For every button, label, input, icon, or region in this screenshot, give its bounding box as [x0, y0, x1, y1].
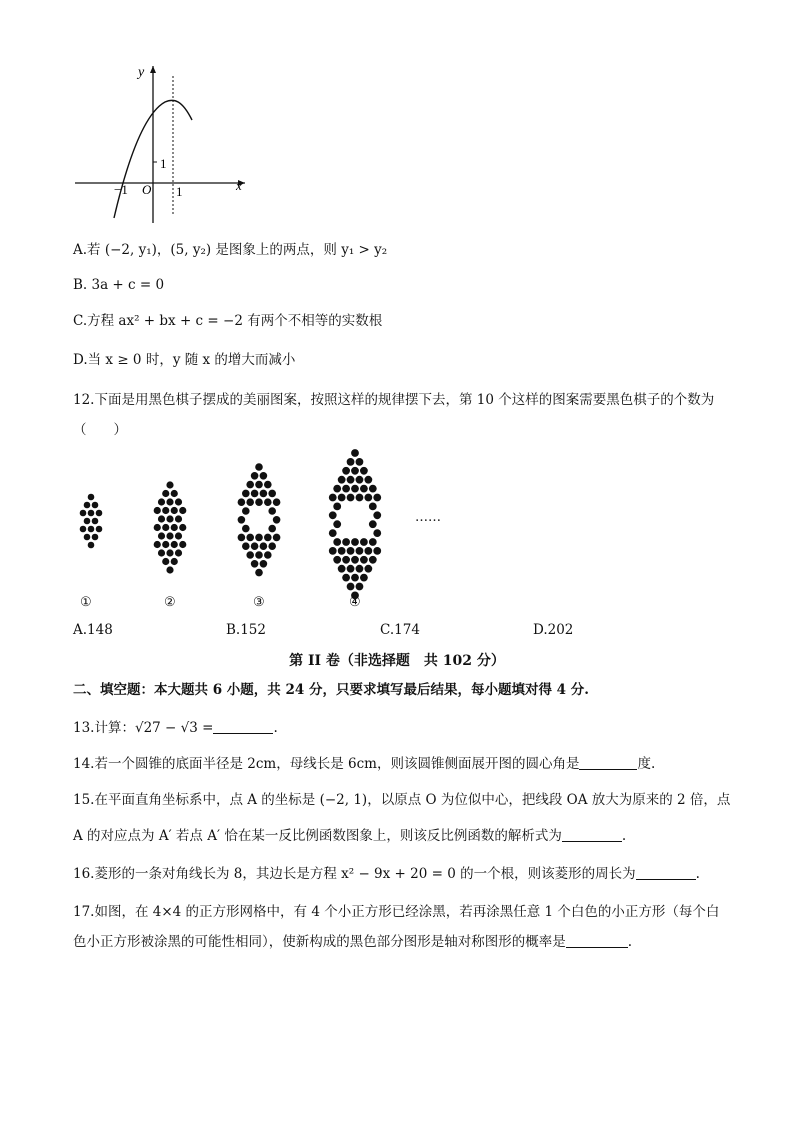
pattern-4-piece: [360, 538, 368, 546]
pattern-4-piece: [369, 520, 377, 528]
pattern-1-piece: [88, 494, 95, 501]
pattern-3-piece: [242, 490, 250, 498]
q13-end: .: [273, 720, 278, 736]
q13-text: 13.计算：√27 − √3 =: [73, 720, 214, 736]
pattern-3-piece: [255, 551, 263, 559]
figure-label-3: ③: [253, 595, 265, 610]
pattern-3-piece: [251, 472, 259, 480]
pattern-4-piece: [333, 503, 341, 511]
pattern-2-piece: [166, 532, 173, 539]
pattern-3-piece: [268, 490, 276, 498]
figure-label-4: ④: [349, 595, 361, 610]
pattern-4-piece: [369, 556, 377, 564]
pattern-4-piece: [351, 556, 359, 564]
pattern-4-piece: [338, 476, 346, 484]
q17-line1: 17.如图，在 4×4 的正方形网格中，有 4 个小正方形已经涂黑，若再涂黑任意 1 个白色的小正方形（每个白: [73, 904, 720, 920]
q13-answer-blank[interactable]: [213, 719, 273, 734]
pattern-2-piece: [158, 549, 165, 556]
pattern-4-piece: [329, 494, 337, 502]
q12-option-c: C.174: [380, 622, 420, 638]
pattern-3-piece: [255, 569, 263, 577]
pattern-2-piece: [171, 524, 178, 531]
pattern-4-piece: [351, 574, 359, 582]
pattern-3-piece: [273, 516, 281, 524]
pattern-4-piece: [347, 458, 355, 466]
pattern-4-piece: [333, 556, 341, 564]
figure-label-2: ②: [164, 595, 176, 610]
origin-label: O: [142, 182, 152, 197]
pattern-3-piece: [238, 498, 246, 506]
q17-line2: [73, 932, 632, 952]
pattern-4-piece: [329, 511, 337, 519]
pattern-4-piece: [364, 476, 372, 484]
pattern-4-piece: [342, 467, 350, 475]
q14-end: 度.: [637, 756, 656, 772]
pattern-2-piece: [175, 532, 182, 539]
pattern-3-piece: [255, 463, 263, 471]
pattern-4-piece: [356, 583, 364, 591]
pattern-3-piece: [251, 560, 259, 568]
pattern-4-piece: [364, 565, 372, 573]
pattern-2-piece: [158, 532, 165, 539]
pattern-1-piece: [88, 526, 95, 533]
y-one-label: 1: [160, 156, 167, 171]
q14-answer-blank[interactable]: [579, 755, 637, 770]
pattern-2-piece: [162, 541, 169, 548]
pattern-4-piece: [360, 574, 368, 582]
figure-label-1: ①: [80, 595, 92, 610]
pattern-3-piece: [238, 516, 246, 524]
q11-option-c: C.方程 ax² + bx + c = −2 有两个不相等的实数根: [73, 313, 383, 329]
q14: [73, 754, 655, 774]
pattern-4-piece: [356, 565, 364, 573]
q15-answer-blank[interactable]: [562, 827, 622, 842]
q12-option-d: D.202: [533, 622, 574, 638]
pattern-4-piece: [347, 583, 355, 591]
q12-pattern-figures: [60, 445, 460, 615]
pattern-4-piece: [360, 485, 368, 493]
pattern-2-piece: [158, 515, 165, 522]
pattern-3-piece: [260, 472, 268, 480]
pattern-1-piece: [92, 518, 99, 525]
q12-option-a: A.148: [73, 622, 113, 638]
pattern-2-piece: [158, 498, 165, 505]
pattern-4-piece: [338, 565, 346, 573]
pattern-1-piece: [92, 534, 99, 541]
pattern-3-piece: [255, 481, 263, 489]
pattern-4-piece: [356, 547, 364, 555]
q14-text: 14.若一个圆锥的底面半径是 2cm，母线长是 6cm，则该圆锥侧面展开图的圆心角是: [73, 756, 580, 772]
q16-answer-blank[interactable]: [636, 865, 696, 880]
pattern-4-piece: [351, 467, 359, 475]
q15-line2: [73, 826, 626, 846]
x-one-label: 1: [176, 184, 183, 199]
pattern-2-piece: [179, 507, 186, 514]
pattern-4-piece: [373, 511, 381, 519]
q15-end: .: [621, 828, 627, 844]
q11-option-b: B. 3a + c = 0: [73, 277, 165, 293]
pattern-4-piece: [329, 547, 337, 555]
pattern-4-piece: [338, 494, 346, 502]
pattern-1-piece: [80, 510, 87, 517]
q17-end: .: [627, 934, 633, 950]
pattern-3-piece: [242, 525, 250, 533]
x-minus-one-label: −1: [114, 182, 128, 197]
pattern-2-piece: [171, 558, 178, 565]
pattern-2-piece: [162, 524, 169, 531]
pattern-4-piece: [373, 529, 381, 537]
pattern-4-piece: [360, 556, 368, 564]
q16-text: 16.菱形的一条对角线长为 8，其边长是方程 x² − 9x + 20 = 0 的一个根，则该菱形的周长为: [73, 866, 636, 882]
pattern-4-piece: [369, 503, 377, 511]
part2-title: 第 II 卷（非选择题 共 102 分）: [289, 653, 505, 669]
pattern-4-piece: [329, 529, 337, 537]
pattern-4-piece: [342, 485, 350, 493]
pattern-2-piece: [162, 507, 169, 514]
pattern-3-piece: [238, 534, 246, 542]
pattern-4-piece: [351, 449, 359, 457]
pattern-4-piece: [369, 538, 377, 546]
q17-answer-blank[interactable]: [566, 933, 628, 948]
pattern-4-piece: [373, 547, 381, 555]
pattern-4-piece: [351, 538, 359, 546]
pattern-4-piece: [364, 494, 372, 502]
pattern-3-piece: [268, 542, 276, 550]
q11-option-d: D.当 x ≥ 0 时，y 随 x 的增大而减小: [73, 352, 296, 368]
pattern-4-piece: [373, 494, 381, 502]
pattern-4-piece: [342, 538, 350, 546]
pattern-1-piece: [92, 502, 99, 509]
q17-text: 色小正方形被涂黑的可能性相同），使新构成的黑色部分图形是轴对称图形的概率是: [73, 934, 566, 950]
pattern-3-piece: [242, 507, 250, 515]
pattern-1-piece: [96, 526, 103, 533]
pattern-3-piece: [251, 490, 259, 498]
pattern-2-piece: [171, 507, 178, 514]
pattern-3-piece: [246, 534, 254, 542]
pattern-4-piece: [347, 476, 355, 484]
pattern-4-piece: [342, 574, 350, 582]
pattern-4-piece: [347, 565, 355, 573]
pattern-3-piece: [246, 481, 254, 489]
pattern-3-piece: [264, 481, 272, 489]
pattern-4-piece: [342, 556, 350, 564]
pattern-4-piece: [356, 458, 364, 466]
pattern-4-piece: [364, 547, 372, 555]
q12-ellipsis: ……: [415, 510, 441, 525]
pattern-3-piece: [246, 498, 254, 506]
pattern-3-piece: [260, 560, 268, 568]
q15-text: A 的对应点为 A′ 若点 A′ 恰在某一反比例函数图象上，则该反比例函数的解析式为: [73, 828, 562, 844]
y-axis-label: y: [138, 65, 145, 80]
pattern-2-piece: [166, 498, 173, 505]
pattern-3-piece: [255, 498, 263, 506]
pattern-3-piece: [268, 507, 276, 515]
pattern-1-piece: [84, 534, 91, 541]
pattern-2-piece: [175, 498, 182, 505]
q12-option-b: B.152: [226, 622, 266, 638]
section2-heading: 二、填空题：本大题共 6 小题，共 24 分，只要求填写最后结果，每小题填对得 4 分.: [73, 682, 589, 698]
pattern-4-piece: [356, 494, 364, 502]
pattern-3-piece: [264, 498, 272, 506]
pattern-4-piece: [360, 467, 368, 475]
q13: [73, 718, 278, 738]
pattern-2-piece: [166, 566, 173, 573]
q16-end: .: [695, 866, 700, 882]
pattern-3-piece: [260, 542, 268, 550]
pattern-figures-svg: [60, 445, 460, 615]
pattern-4-piece: [333, 485, 341, 493]
pattern-4-piece: [369, 485, 377, 493]
pattern-4-piece: [347, 547, 355, 555]
pattern-4-piece: [356, 476, 364, 484]
pattern-4-piece: [351, 485, 359, 493]
x-axis-label: x: [236, 178, 242, 193]
pattern-2-piece: [179, 524, 186, 531]
pattern-1-piece: [80, 526, 87, 533]
y-axis-arrow: [150, 66, 156, 73]
pattern-2-piece: [171, 541, 178, 548]
pattern-3-piece: [255, 534, 263, 542]
pattern-3-piece: [264, 551, 272, 559]
pattern-1-piece: [88, 510, 95, 517]
pattern-3-piece: [268, 525, 276, 533]
pattern-2-piece: [166, 549, 173, 556]
pattern-4-piece: [338, 547, 346, 555]
parabola-graph: [70, 58, 250, 228]
pattern-4-piece: [347, 494, 355, 502]
pattern-3-piece: [246, 551, 254, 559]
pattern-1-piece: [88, 542, 95, 549]
pattern-3-piece: [264, 534, 272, 542]
q16: [73, 864, 700, 884]
pattern-2-piece: [154, 524, 161, 531]
pattern-2-piece: [154, 507, 161, 514]
pattern-2-piece: [154, 541, 161, 548]
pattern-1-piece: [84, 518, 91, 525]
pattern-2-piece: [179, 541, 186, 548]
parabola-graph-svg: [70, 58, 250, 228]
pattern-2-piece: [175, 549, 182, 556]
pattern-1-piece: [96, 510, 103, 517]
pattern-3-piece: [260, 490, 268, 498]
q12-paren: （ ）: [73, 422, 127, 438]
q12-stem: 12.下面是用黑色棋子摆成的美丽图案，按照这样的规律摆下去，第 10 个这样的图案需要黑色棋子的个数为: [73, 392, 715, 408]
pattern-3-piece: [242, 542, 250, 550]
q15-line1: 15.在平面直角坐标系中，点 A 的坐标是 (−2, 1)，以原点 O 为位似中心，把线段 OA 放大为原来的 2 倍，点: [73, 792, 731, 808]
pattern-2-piece: [175, 515, 182, 522]
pattern-2-piece: [166, 481, 173, 488]
pattern-4-piece: [333, 538, 341, 546]
q11-option-a: A.若 (−2, y₁)，(5, y₂) 是图象上的两点，则 y₁ > y₂: [73, 242, 388, 258]
pattern-2-piece: [162, 558, 169, 565]
pattern-3-piece: [273, 534, 281, 542]
pattern-1-piece: [84, 502, 91, 509]
pattern-3-piece: [273, 498, 281, 506]
pattern-3-piece: [251, 542, 259, 550]
pattern-2-piece: [162, 490, 169, 497]
pattern-4-piece: [333, 520, 341, 528]
pattern-2-piece: [171, 490, 178, 497]
pattern-2-piece: [166, 515, 173, 522]
